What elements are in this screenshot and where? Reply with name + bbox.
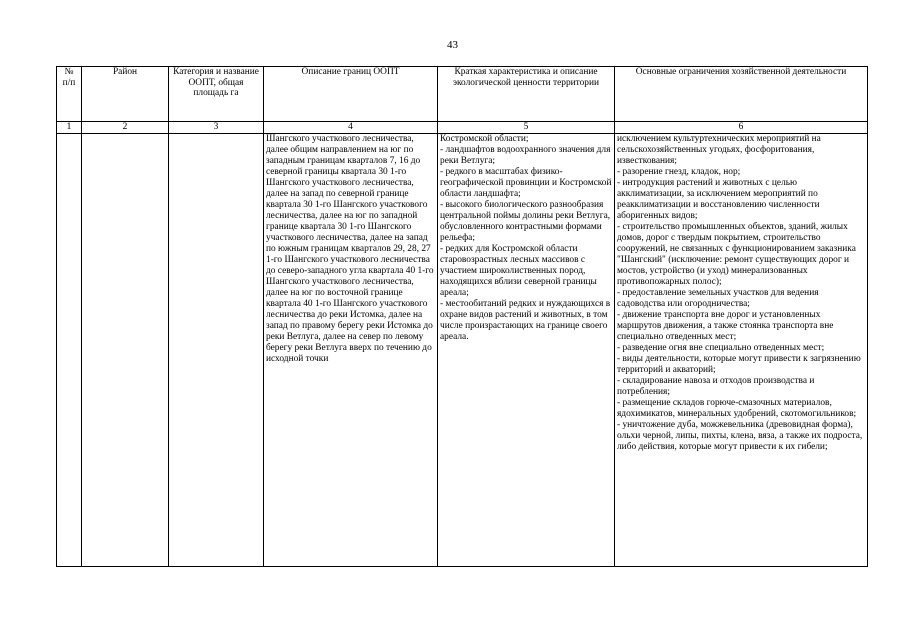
page-number: 43 bbox=[447, 39, 458, 51]
header-district-label: Район bbox=[112, 67, 138, 77]
header-boundaries-label: Описание границ ООПТ bbox=[301, 67, 400, 77]
header-category bbox=[169, 67, 264, 122]
column-number-1: 1 bbox=[57, 122, 82, 134]
header-restrictions bbox=[615, 67, 868, 122]
column-number-5: 5 bbox=[438, 122, 615, 134]
header-characteristics-label: Краткая характеристика и описание экологической ценности территории bbox=[452, 67, 600, 88]
column-number-3: 3 bbox=[169, 122, 264, 134]
column-number-2: 2 bbox=[82, 122, 169, 134]
oopt-table bbox=[56, 66, 868, 567]
header-restrictions-label: Основные ограничения хозяйственной деятельности bbox=[635, 67, 847, 77]
column-number-4: 4 bbox=[264, 122, 438, 134]
column-number-row bbox=[57, 122, 868, 134]
cell-number bbox=[57, 134, 82, 567]
cell-category bbox=[169, 134, 264, 567]
header-number-label: № п/п bbox=[62, 67, 76, 88]
header-number bbox=[57, 67, 82, 122]
cell-restrictions: исключением культуртехнических мероприятий на сельскохозяйственных угодьях, фосфоритования, известкования; - разорение гнезд, кладок, нор; - интродукция растений и животных с целью акклиматизации, за исключением мероприятий по реакклиматизации и восстановлению численности аборигенных видов; - строительство промышленных объектов, зданий, жилых домов, дорог с твердым покрытием, строительство сооружений, не связанных с функционированием заказника "Шангский" (исключение: ремонт существующих дорог и мостов, устройство (и уход) минерализованных противопожарных полос); - предоставление земельных участков для ведения садоводства или огородничества; - движение транспорта вне дорог и установленных маршрутов движения, а также стоянка транспорта вне специально отведенных мест; - разведение огня вне специально отведенных мест; - виды деятельности, которые могут привести к загрязнению территорий и акваторий; - складирование навоза и отходов производства и потребления; - размещение складов горюче-смазочных материалов, ядохимикатов, минеральных удобрений, скотомогильников; - уничтожение дуба, можжевельника (древовидная форма), ольхи черной, липы, пихты, клена, вяза, а также их подроста, либо действия, которые могут привести к их гибели; bbox=[615, 134, 868, 567]
header-district bbox=[82, 67, 169, 122]
table-header-row bbox=[57, 67, 868, 122]
column-number-6: 6 bbox=[615, 122, 868, 134]
table-row bbox=[57, 134, 868, 567]
header-category-label: Категория и название ООПТ, общая площадь га bbox=[173, 67, 259, 98]
cell-characteristics: Костромской области; - ландшафтов водоохранного значения для реки Ветлуга; - редкого в масштабах физико-географической провинции и Костромской области ландшафта; - высокого биологического разнообразия центральной поймы долины реки Ветлуга, обусловленного контрастными формами рельефа; - редких для Костромской области старовозрастных лесных массивов с участием широколиственных пород, находящихся вблизи северной границы ареала; - местообитаний редких и нуждающихся в охране видов растений и животных, в том числе произрастающих на границе своего ареала. bbox=[438, 134, 615, 567]
cell-boundaries: Шангского участкового лесничества, далее общим направлением на юг по западным границам кварталов 7, 16 до северной границы квартала 30 1-го Шангского участкового лесничества, далее на запад по северной границе квартала 30 1-го Шангского участкового лесничества, далее на юг по западной границе квартала 30 1-го Шангского участкового лесничества, далее на запад по южным границам кварталов 29, 28, 27 1-го Шангского участкового лесничества до северо-западного угла квартала 40 1-го Шангского участкового лесничества, далее на юг по восточной границе квартала 40 1-го Шангского участкового лесничества до реки Истомка, далее на запад по правому берегу реки Истомка до реки Ветлуга, далее на север по левому берегу реки Ветлуга вверх по течению до исходной точки bbox=[264, 134, 438, 567]
header-boundaries bbox=[264, 67, 438, 122]
header-characteristics bbox=[438, 67, 615, 122]
cell-district bbox=[82, 134, 169, 567]
